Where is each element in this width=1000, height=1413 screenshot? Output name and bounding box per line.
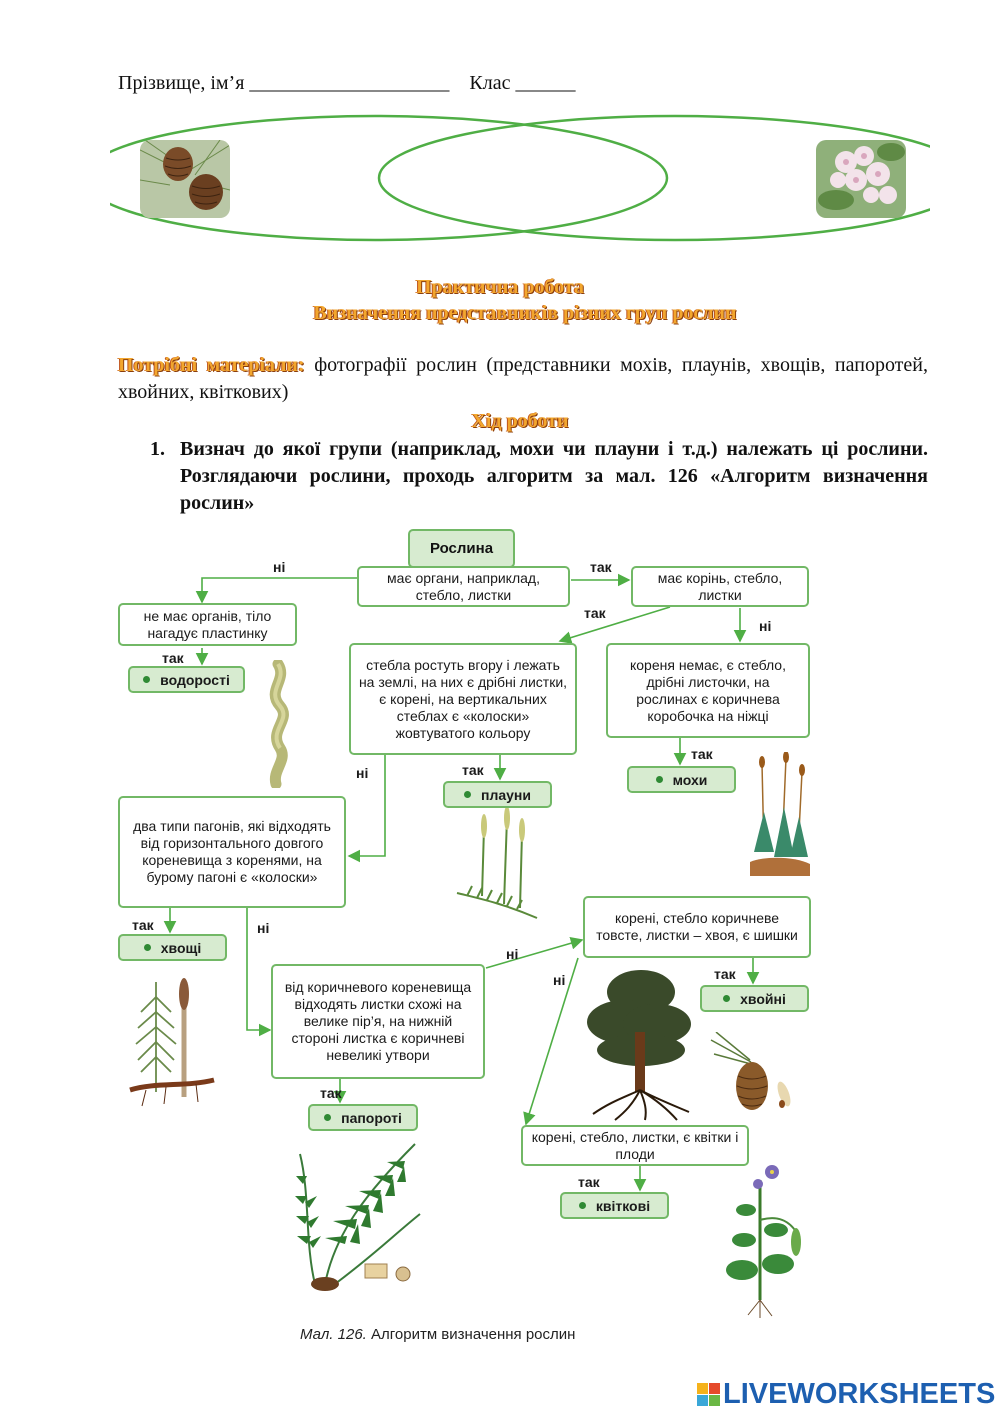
label-yes: так (132, 917, 154, 933)
label-yes: так (462, 762, 484, 778)
figure-caption-text: Алгоритм визначення рослин (366, 1326, 576, 1343)
bullet-icon (144, 944, 151, 951)
label-yes: так (162, 650, 184, 666)
materials-text: фотографії рослин (представники мохів, плаунів, хвощів, папоротей, хвойних, квіткових) (118, 354, 928, 403)
bullet-icon (464, 791, 471, 798)
question-conifer: корені, стебло коричневе товсте, листки – хвоя, є шишки (583, 896, 811, 958)
flowering-plant-illustration (712, 1160, 812, 1320)
label-yes: так (320, 1085, 342, 1101)
figure-number: Мал. 126. (300, 1326, 367, 1343)
bullet-icon (723, 995, 730, 1002)
fern-illustration (295, 1134, 425, 1294)
result-algae-label: водорості (160, 671, 230, 688)
algae-illustration (258, 660, 298, 788)
lycopod-illustration (452, 808, 542, 928)
result-conifers[interactable] (700, 985, 809, 1012)
label-yes: так (578, 1174, 600, 1190)
label-yes: так (584, 605, 606, 621)
task-number: 1. (150, 438, 165, 460)
result-lycopods[interactable] (443, 781, 552, 808)
connector-to-flowering-q (526, 958, 578, 1124)
label-yes: так (714, 966, 736, 982)
bullet-icon (143, 676, 150, 683)
result-mosses[interactable] (627, 766, 736, 793)
class-label: Клас (469, 72, 511, 94)
question-horsetail: два типи пагонів, які відходять від горизонтального довгого кореневища з коренями, на бурому пагоні є «колоски» (118, 796, 346, 908)
name-blank[interactable]: ____________________ (249, 72, 450, 94)
label-no: ні (506, 946, 519, 962)
connector-to-conifer-q (486, 940, 582, 968)
liveworksheets-logo (697, 1378, 995, 1411)
label-no: ні (553, 972, 566, 988)
class-blank[interactable]: ______ (515, 72, 576, 94)
result-ferns[interactable] (308, 1104, 418, 1131)
liveworksheets-mark-icon (697, 1383, 721, 1407)
task-text: Визнач до якої групи (наприклад, мохи чи плауни і т.д.) належать ці рослини. Розглядаючи рослини, проходь алгоритм за мал. 126 «Алгоритм визначення рослин» (180, 438, 928, 514)
practical-work-title: Практична робота (415, 276, 585, 298)
materials-label: Потрібні матеріали: (118, 354, 305, 376)
bullet-icon (579, 1202, 586, 1209)
result-horsetails[interactable] (118, 934, 227, 961)
result-horsetails-label: хвощі (160, 939, 202, 956)
connector-to-lycopod-q (560, 607, 670, 641)
root-plant-node: Рослина (408, 529, 515, 568)
result-flowering[interactable] (560, 1192, 669, 1219)
question-fern: від коричневого кореневища відходять листки схожі на велике пір’я, на нижній стороні листка є коричневі невеликі утвори (271, 964, 485, 1079)
result-flowering-label: квіткові (595, 1197, 651, 1214)
label-no: ні (257, 920, 270, 936)
horsetail-illustration (126, 972, 218, 1110)
name-label: Прізвище, ім’я (118, 72, 245, 94)
figure-caption (300, 1326, 575, 1343)
result-algae[interactable] (128, 666, 245, 693)
pine-cone-illustration (706, 1032, 798, 1116)
label-yes: так (590, 559, 612, 575)
bullet-icon (324, 1114, 331, 1121)
question-organs: має органи, наприклад, стебло, листки (357, 566, 570, 607)
no-organs-box: не має органів, тіло нагадує пластинку (118, 603, 297, 646)
label-no: ні (356, 765, 369, 781)
bullet-icon (656, 776, 663, 783)
label-no: ні (759, 618, 772, 634)
question-lycopods: стебла ростуть вгору і лежать на землі, на них є дрібні листки, є корені, на вертикальних стеблах є «колоски» жовтуватого кольору (349, 643, 577, 755)
question-moss: кореня немає, є стебло, дрібні листочки, на рослинах є коричнева коробочка на ніжці (606, 643, 810, 738)
label-no: ні (273, 559, 286, 575)
result-mosses-label: мохи (672, 771, 708, 788)
connector-no-organs (202, 578, 357, 602)
result-conifers-label: хвойні (740, 990, 786, 1007)
result-lycopods-label: плауни (481, 786, 531, 803)
work-topic-title: Визначення представників різних груп рослин (313, 302, 737, 324)
moss-illustration (744, 752, 814, 880)
result-ferns-label: папороті (341, 1109, 402, 1126)
liveworksheets-wordmark: LIVEWORKSHEETS (723, 1378, 996, 1410)
question-flowering: корені, стебло, листки, є квітки і плоди (521, 1125, 749, 1166)
pine-tree-illustration (585, 962, 697, 1122)
question-root-stem: має корінь, стебло, листки (631, 566, 809, 607)
label-yes: так (691, 746, 713, 762)
procedure-title: Хід роботи (471, 410, 569, 432)
